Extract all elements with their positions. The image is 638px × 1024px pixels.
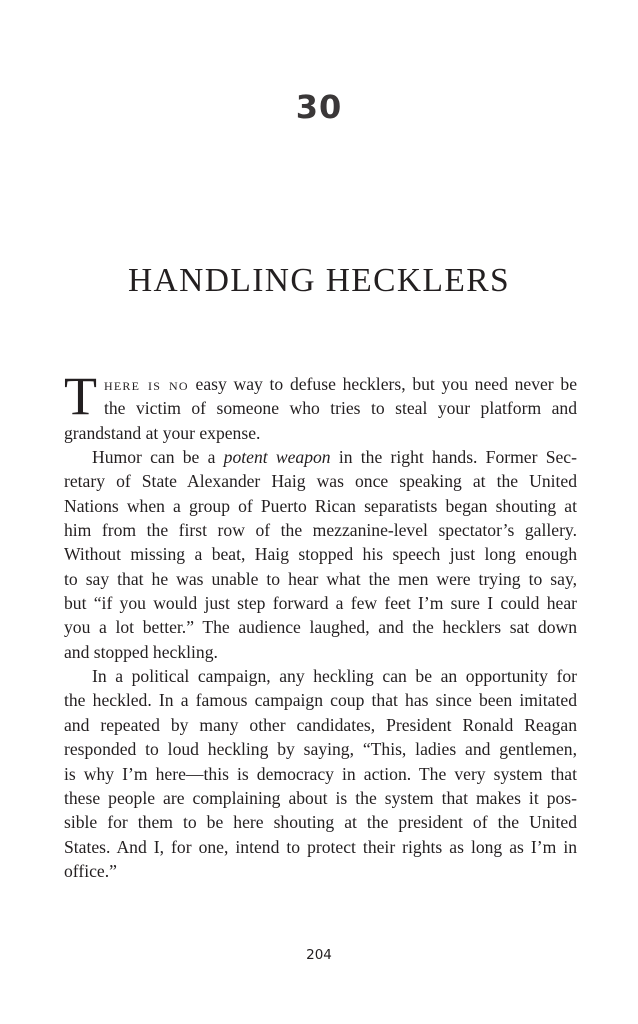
text-line: these people are complaining about is the system that makes it pos-: [64, 787, 577, 808]
text-line: grandstand at your expense.: [64, 422, 261, 443]
text-line: but “if you would just step forward a few feet I’m sure I could hear: [64, 593, 577, 614]
body-text: [64, 366, 577, 883]
text-line: office.”: [64, 860, 117, 881]
text-line: him from the first row of the mezzanine-level spectator’s gallery.: [64, 520, 577, 541]
text-line: and stopped heckling.: [64, 641, 218, 662]
text-line: is why I’m here—this is democracy in action. The very system that: [64, 763, 577, 784]
text-fragment: in the right hands. Former Sec-: [330, 447, 577, 468]
text-line: [104, 372, 577, 396]
text-line: States. And I, for one, intend to protect their rights as long as I’m in: [64, 836, 577, 857]
text-line: In a political campaign, any heckling can be an opportunity for: [92, 666, 577, 687]
text-line: and repeated by many other candidates, President Ronald Reagan: [64, 714, 577, 735]
paragraph-2: [64, 445, 577, 664]
text-fragment: easy way to defuse hecklers, but you need never be: [188, 374, 577, 394]
italic-phrase: potent weapon: [223, 447, 331, 468]
paragraph-3: [64, 664, 577, 883]
text-line: sible for them to be here shouting at the president of the United: [64, 812, 577, 833]
text-line: Nations when a group of Puerto Rican separatists began shouting at: [64, 495, 577, 516]
chapter-title: HANDLING HECKLERS: [127, 262, 511, 299]
chapter-number: 30: [295, 88, 343, 126]
text-fragment: Humor can be a: [92, 447, 224, 468]
text-line: responded to loud heckling by saying, “This, ladies and gentlemen,: [64, 739, 577, 760]
text-line: to say that he was unable to hear what the men were trying to say,: [64, 568, 577, 589]
paragraph-1: [64, 366, 577, 445]
text-line: the heckled. In a famous campaign coup that has since been imitated: [64, 690, 577, 711]
text-line: Without missing a beat, Haig stopped his speech just long enough: [64, 544, 577, 565]
text-line: you a lot better.” The audience laughed, and the hecklers sat down: [64, 617, 577, 638]
text-line: retary of State Alexander Haig was once speaking at the United: [64, 471, 577, 492]
text-line: the victim of someone who tries to steal your platform and: [104, 398, 577, 419]
text-line: [64, 445, 577, 469]
drop-cap: T: [64, 366, 97, 426]
small-caps-lead: here is no: [104, 374, 189, 394]
page-number: 204: [306, 947, 332, 963]
